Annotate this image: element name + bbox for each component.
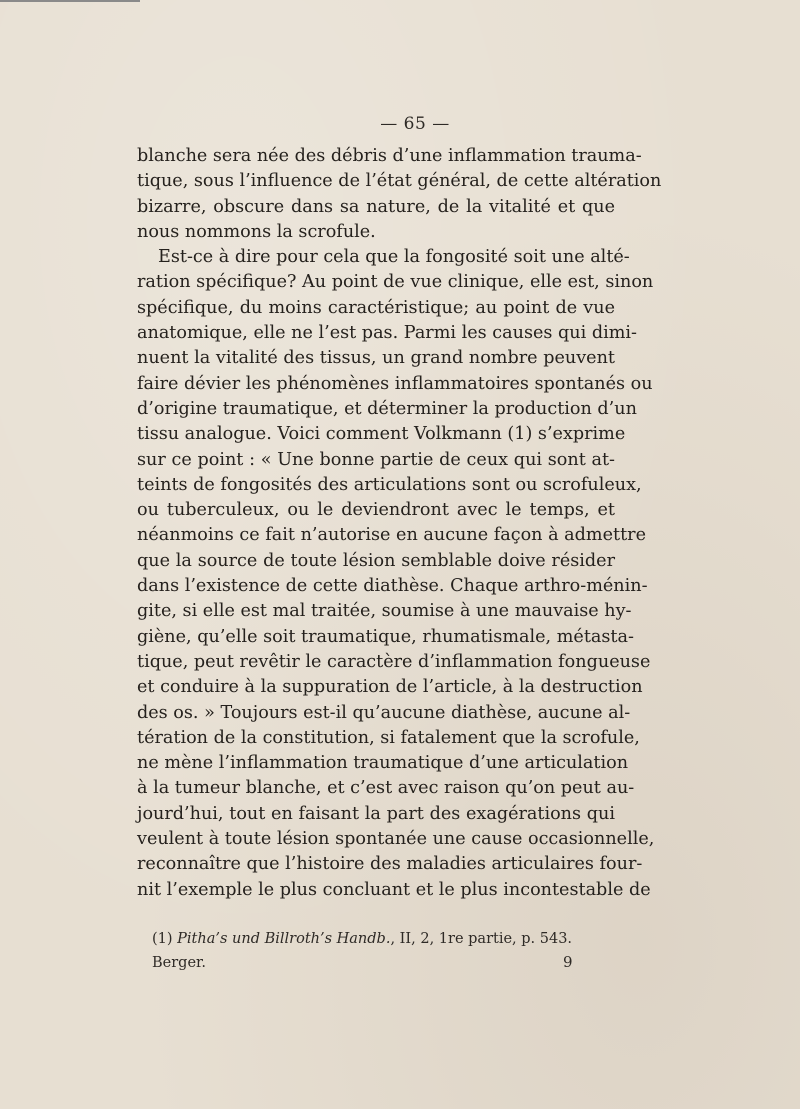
text-line: tique, peut revêtir le caractère d’inflammation fongueuse [137,651,651,672]
text-line: nuent la vitalité des tissus, un grand nombre peuvent [137,348,615,369]
text-line: bizarre, obscure dans sa nature, de la vitalité et que [137,196,615,217]
text-line: ne mène l’inflammation traumatique d’une articulation [137,753,629,774]
footnote-marker: (1) [152,931,173,947]
text-line: faire dévier les phénomènes inflammatoires spontanés ou [137,373,653,394]
text-line: Est-ce à dire pour cela que la fongosité soit une alté- [158,247,630,268]
footnote-citation-title: Pitha’s und Billroth’s Handb. [177,931,391,947]
text-line: reconnaître que l’histoire des maladies articulaires four- [137,854,643,875]
text-line: néanmoins ce fait n’autorise en aucune façon à admettre [137,525,646,546]
text-line: giène, qu’elle soit traumatique, rhumatismale, métasta- [137,626,634,647]
text-line: dans l’existence de cette diathèse. Chaque arthro-ménin- [137,576,648,597]
text-line: spécifique, du moins caractéristique; au point de vue [137,297,615,318]
text-line: jourd’hui, tout en faisant la part des exagérations qui [137,803,615,824]
text-line: blanche sera née des débris d’une inflammation trauma- [137,146,642,166]
text-line: que la source de toute lésion semblable doive résider [137,550,615,571]
text-line: nit l’exemple le plus concluant et le plus incontestable de [137,879,651,900]
footnote-citation-rest: , II, 2, 1re partie, p. 543. [390,931,573,947]
text-line: tissu analogue. Voici comment Volkmann (1) s’exprime [137,424,626,445]
body-text [137,144,662,903]
text-line: à la tumeur blanche, et c’est avec raison qu’on peut au- [137,778,635,799]
page-number: — 65 — [380,114,450,134]
text-line: teints de fongosités des articulations sont ou scrofuleux, [137,474,642,495]
paragraph-2 [137,245,655,903]
text-line: tération de la constitution, si fatalement que la scrofule, [137,727,640,748]
text-line: sur ce point : « Une bonne partie de ceux qui sont at- [137,449,615,470]
printer-signature: Berger. [152,955,206,971]
text-line: gite, si elle est mal traitée, soumise à une mauvaise hy- [137,601,632,622]
text-line: ration spécifique? Au point de vue clinique, elle est, sinon [137,272,654,293]
text-line: d’origine traumatique, et déterminer la production d’un [137,398,637,419]
text-line: anatomique, elle ne l’est pas. Parmi les causes qui dimi- [137,323,637,344]
text-line: veulent à toute lésion spontanée une cause occasionnelle, [137,829,655,850]
signature-number: 9 [563,953,573,971]
text-line: tique, sous l’influence de l’état général, de cette altération [137,171,662,192]
footnote [152,931,572,947]
text-line: ou tuberculeux, ou le deviendront avec le temps, et [137,500,615,521]
top-rule [0,0,140,2]
text-line: des os. » Toujours est-il qu’aucune diathèse, aucune al- [137,702,631,723]
paragraph-1 [137,144,662,245]
text-line: et conduire à la suppuration de l’article, à la destruction [137,677,643,698]
text-line: nous nommons la scrofule. [137,221,376,242]
